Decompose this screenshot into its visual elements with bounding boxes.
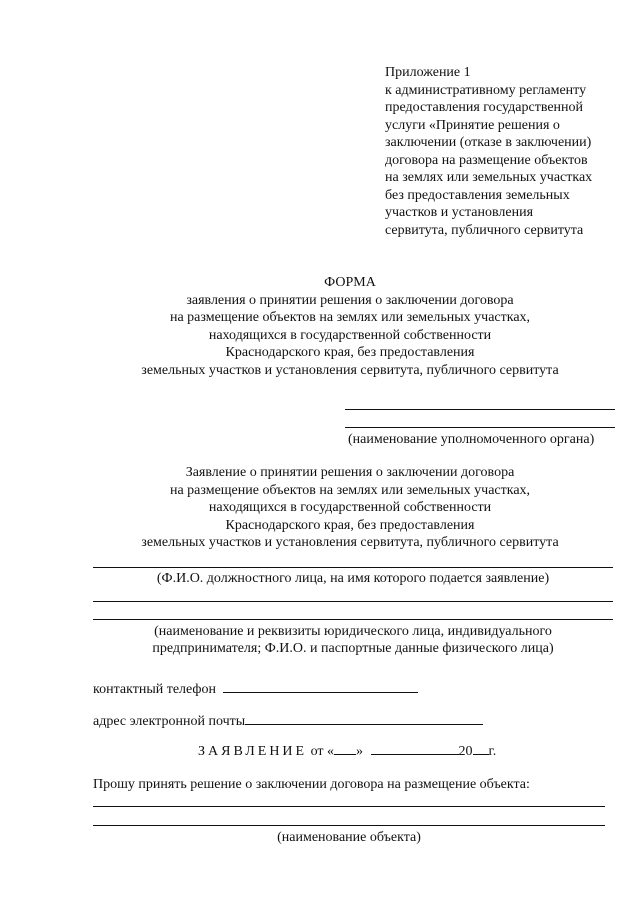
statement-year-prefix: 20 xyxy=(458,744,473,759)
application-heading-line: находящихся в государственной собственности xyxy=(208,500,492,515)
form-heading-line: находящихся в государственной собственности xyxy=(208,327,492,343)
applicant-caption-1: (наименование и реквизиты юридического лица, индивидуального xyxy=(154,624,552,639)
statement-year-field[interactable] xyxy=(473,740,489,755)
authority-caption: (наименование уполномоченного органа) xyxy=(348,432,595,447)
object-caption: (наименование объекта) xyxy=(277,830,421,845)
form-heading xyxy=(60,274,639,379)
official-name-line[interactable] xyxy=(93,567,613,568)
appendix-line: к административному регламенту xyxy=(385,82,587,98)
form-heading-line: на размещение объектов на землях или земельных участках, xyxy=(169,310,531,325)
appendix-line: сервитута, публичного сервитута xyxy=(385,222,584,238)
request-text: Прошу принять решение о заключении договора на размещение объекта: xyxy=(93,777,530,792)
email-label: адрес электронной почты xyxy=(93,714,246,729)
applicant-line-1[interactable] xyxy=(93,601,613,602)
appendix-line: заключении (отказе в заключении) xyxy=(385,135,592,150)
authority-line-2[interactable] xyxy=(345,427,615,428)
appendix-line: без предоставления земельных xyxy=(385,187,570,203)
email-row xyxy=(93,710,483,731)
form-heading-line: земельных участков и установления сервитута, публичного сервитута xyxy=(141,362,559,378)
application-heading-line: земельных участков и установления сервитута, публичного сервитута xyxy=(141,535,559,550)
form-title: ФОРМА xyxy=(324,275,376,290)
statement-month-field[interactable] xyxy=(371,740,459,755)
statement-row xyxy=(198,740,496,761)
object-line-1[interactable] xyxy=(93,806,605,807)
phone-row xyxy=(93,678,418,699)
appendix-line: участков и установления xyxy=(385,205,534,220)
statement-word: ЗАЯВЛЕНИЕ xyxy=(198,744,308,759)
statement-day-field[interactable] xyxy=(334,740,356,755)
applicant-line-2[interactable] xyxy=(93,619,613,620)
applicant-caption-2: предпринимателя; Ф.И.О. и паспортные данные физического лица) xyxy=(152,641,554,656)
form-heading-line: Краснодарского края, без предоставления xyxy=(225,345,475,360)
statement-year-suffix: г. xyxy=(488,744,497,759)
statement-quote-close: » xyxy=(356,744,364,759)
authority-line-1[interactable] xyxy=(345,409,615,410)
phone-label: контактный телефон xyxy=(93,682,216,697)
statement-from: от « xyxy=(310,744,335,759)
application-heading xyxy=(60,464,639,552)
appendix-line: услуги «Принятие решения о xyxy=(385,117,560,133)
application-heading-line: Заявление о принятии решения о заключении договора xyxy=(185,465,515,480)
appendix-line: предоставления государственной xyxy=(385,100,584,115)
appendix-block xyxy=(385,64,635,239)
phone-field[interactable] xyxy=(223,678,418,693)
appendix-line: договора на размещение объектов xyxy=(385,152,588,168)
object-line-2[interactable] xyxy=(93,825,605,826)
application-heading-line: на размещение объектов на землях или земельных участках, xyxy=(169,482,531,498)
email-field[interactable] xyxy=(245,710,483,725)
appendix-line: на землях или земельных участках xyxy=(385,170,593,185)
appendix-line: Приложение 1 xyxy=(385,65,471,80)
application-heading-line: Краснодарского края, без предоставления xyxy=(225,517,475,533)
form-heading-line: заявления о принятии решения о заключении договора xyxy=(186,292,514,308)
official-caption: (Ф.И.О. должностного лица, на имя которого подается заявление) xyxy=(156,571,550,586)
